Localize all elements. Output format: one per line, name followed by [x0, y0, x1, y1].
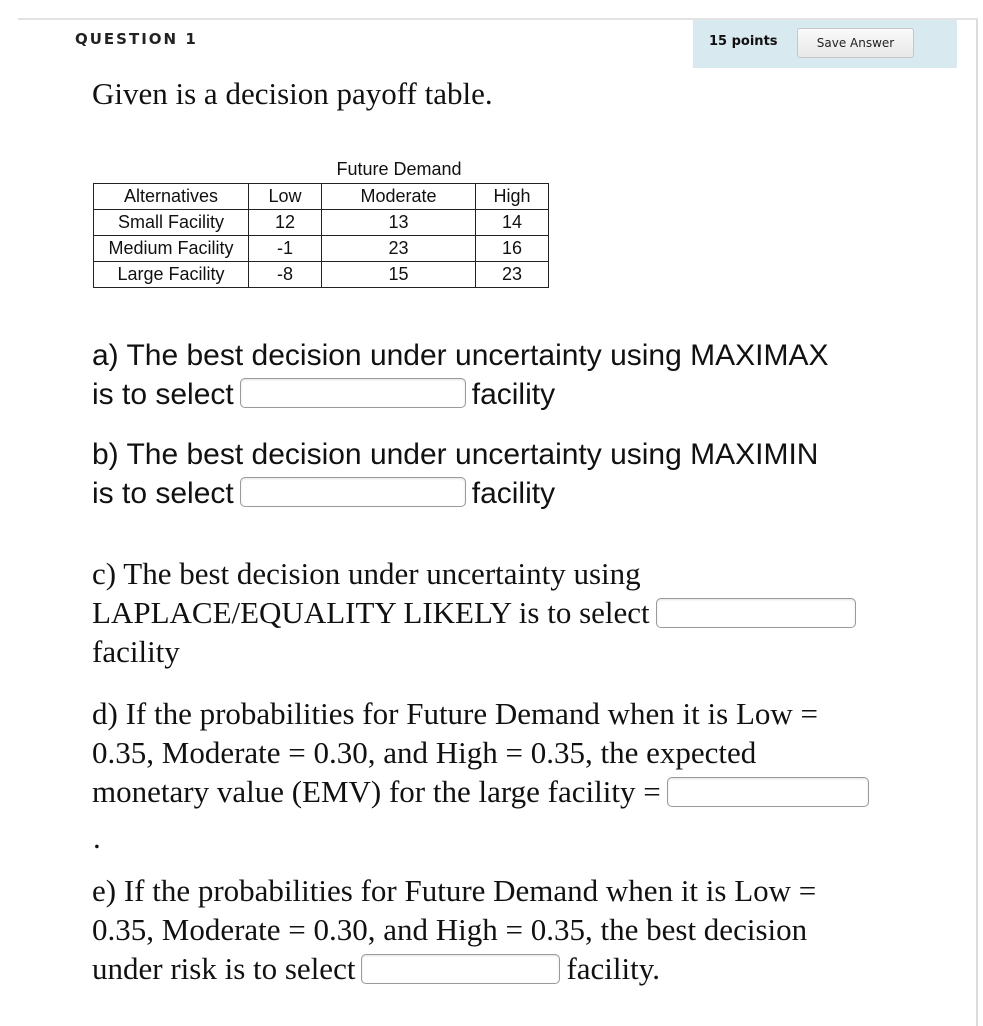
table-row [94, 210, 549, 236]
table-caption: Future Demand [336, 159, 462, 179]
question-b [92, 435, 932, 513]
question-d-prefix: monetary value (EMV) for the large facility = [92, 774, 661, 809]
question-a [92, 336, 932, 414]
question-e-text-line2: 0.35, Moderate = 0.30, and High = 0.35, the best decision [92, 912, 808, 947]
column-header-low: Low [249, 184, 322, 210]
answer-a-input[interactable] [240, 378, 466, 408]
table-row [94, 236, 549, 262]
table-cell: Medium Facility [94, 236, 249, 262]
question-e [92, 871, 932, 988]
table-cell: Small Facility [94, 210, 249, 236]
points-label: 15 points [709, 34, 778, 49]
question-a-text: a) The best decision under uncertainty using MAXIMAX [92, 339, 829, 372]
question-e-suffix: facility. [566, 951, 660, 986]
question-e-prefix: under risk is to select [92, 951, 356, 986]
question-b-answer-line [92, 474, 932, 513]
column-header-moderate: Moderate [322, 184, 476, 210]
question-header: QUESTION 1 [75, 30, 198, 48]
question-b-text: b) The best decision under uncertainty using MAXIMIN [92, 438, 819, 471]
question-a-suffix: facility [471, 378, 556, 411]
question-d-text-line2: 0.35, Moderate = 0.30, and High = 0.35, the expected [92, 735, 757, 770]
payoff-table [93, 183, 549, 288]
question-d [92, 694, 932, 811]
table-cell: -1 [249, 236, 322, 262]
answer-d-input[interactable] [667, 777, 869, 807]
question-e-text-line1: e) If the probabilities for Future Demand when it is Low = [92, 873, 817, 908]
question-c-text: c) The best decision under uncertainty using [92, 556, 641, 591]
question-d-text-line1: d) If the probabilities for Future Demand when it is Low = [92, 696, 819, 731]
question-b-suffix: facility [471, 477, 556, 510]
points-panel [693, 20, 957, 68]
table-cell: 16 [476, 236, 549, 262]
answer-c-input[interactable] [656, 598, 856, 628]
column-header-alternatives: Alternatives [94, 184, 249, 210]
table-cell: 23 [476, 262, 549, 288]
question-a-prefix: is to select [92, 378, 234, 411]
table-cell: 23 [322, 236, 476, 262]
table-cell: -8 [249, 262, 322, 288]
question-d-suffix: . [93, 820, 101, 855]
column-header-high: High [476, 184, 549, 210]
question-c-prefix: LAPLACE/EQUALITY LIKELY is to select [92, 595, 650, 630]
question-c-suffix: facility [92, 634, 180, 669]
table-cell: 13 [322, 210, 476, 236]
question-d-answer-line [92, 772, 932, 811]
save-answer-button[interactable]: Save Answer [797, 28, 914, 58]
table-row [94, 262, 549, 288]
question-c [92, 554, 932, 671]
question-a-answer-line [92, 375, 932, 414]
question-b-prefix: is to select [92, 477, 234, 510]
table-cell: 15 [322, 262, 476, 288]
answer-b-input[interactable] [240, 477, 466, 507]
question-e-answer-line [92, 949, 932, 988]
table-header-row [94, 184, 549, 210]
table-cell: 12 [249, 210, 322, 236]
answer-e-input[interactable] [361, 954, 560, 984]
table-cell: 14 [476, 210, 549, 236]
table-cell: Large Facility [94, 262, 249, 288]
question-c-answer-line [92, 593, 932, 632]
question-intro: Given is a decision payoff table. [92, 76, 493, 111]
